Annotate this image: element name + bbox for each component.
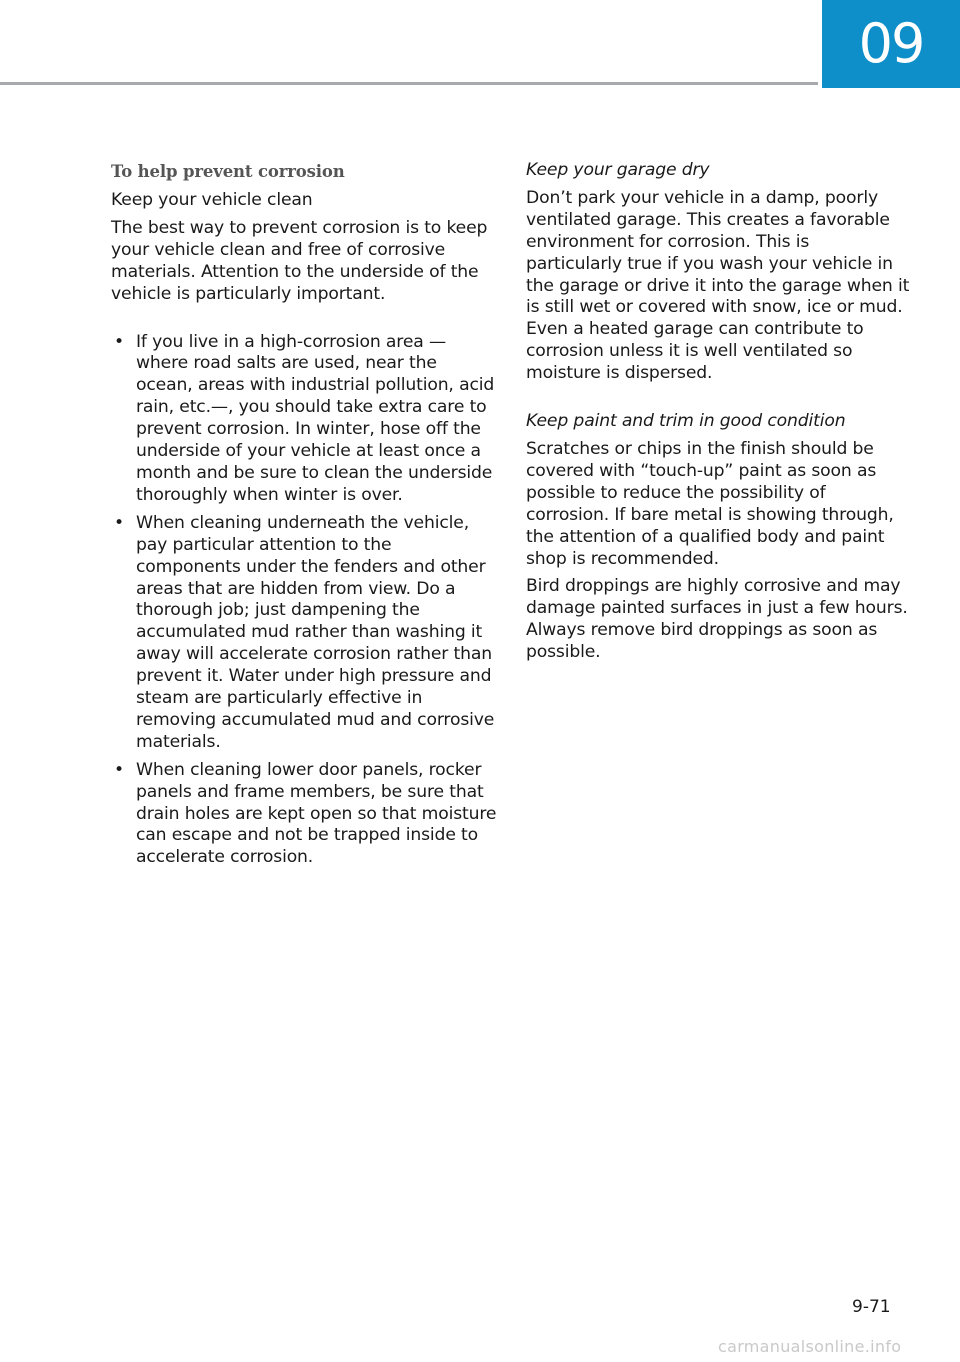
list-item [111, 760, 497, 870]
section-heading: To help prevent corrosion [111, 162, 345, 181]
subheading-paint: Keep paint and trim in good condition [526, 411, 846, 432]
right-column [526, 160, 910, 670]
header-rule [0, 82, 818, 85]
subheading-clean: Keep your vehicle clean [111, 190, 313, 210]
list-item-text: If you live in a high-corrosion area — where road salts are used, near the ocean, areas with industrial pollution, acid rain, etc.—, you should take extra care to prevent corrosion. In winter, hose off the underside of your vehicle at least once a month and be sure to clean the underside thoroughly when winter is over. [136, 331, 495, 505]
page-number: 9-71 [852, 1297, 891, 1317]
bullet-list [111, 332, 497, 870]
garage-paragraph: Don’t park your vehicle in a damp, poorly ventilated garage. This creates a favorable environment for corrosion. This is particularly true if you wash your vehicle in the garage or drive it into the garage when it is still wet or covered with snow, ice or mud. Even a heated garage can contribute to corrosion unless it is well ventilated so moisture is dispersed. [526, 187, 910, 384]
paint-paragraph-2: Bird droppings are highly corrosive and may damage painted surfaces in just a few hours. Always remove bird droppings as soon as possible. [526, 576, 908, 663]
bullet-icon: • [114, 759, 124, 780]
left-column [111, 160, 497, 875]
chapter-number-tab: 09 [822, 0, 960, 88]
list-item-text: When cleaning underneath the vehicle, pay particular attention to the components under the fenders and other areas that are hidden from view. Do a thorough job; just dampening the accumulated mud rather than washing it away will accelerate corrosion rather than prevent it. Water under high pressure and steam are particularly effective in removing accumulated mud and corrosive materials. [136, 512, 495, 752]
list-item [111, 513, 497, 754]
bullet-icon: • [114, 331, 124, 352]
paint-paragraph-1: Scratches or chips in the finish should be covered with “touch-up” paint as soon as possible to reduce the possibility of corrosion. If bare metal is showing through, the attention of a qualified body and paint shop is recommended. [526, 438, 894, 569]
subheading-garage: Keep your garage dry [526, 160, 710, 180]
intro-paragraph: The best way to prevent corrosion is to keep your vehicle clean and free of corrosive materials. Attention to the underside of the vehicle is particularly important. [111, 217, 488, 304]
watermark: carmanualsonline.info [718, 1337, 902, 1356]
bullet-icon: • [114, 512, 124, 533]
list-item [111, 332, 497, 507]
list-item-text: When cleaning lower door panels, rocker panels and frame members, be sure that drain holes are kept open so that moisture can escape and not be trapped inside to accelerate corrosion. [136, 759, 497, 868]
